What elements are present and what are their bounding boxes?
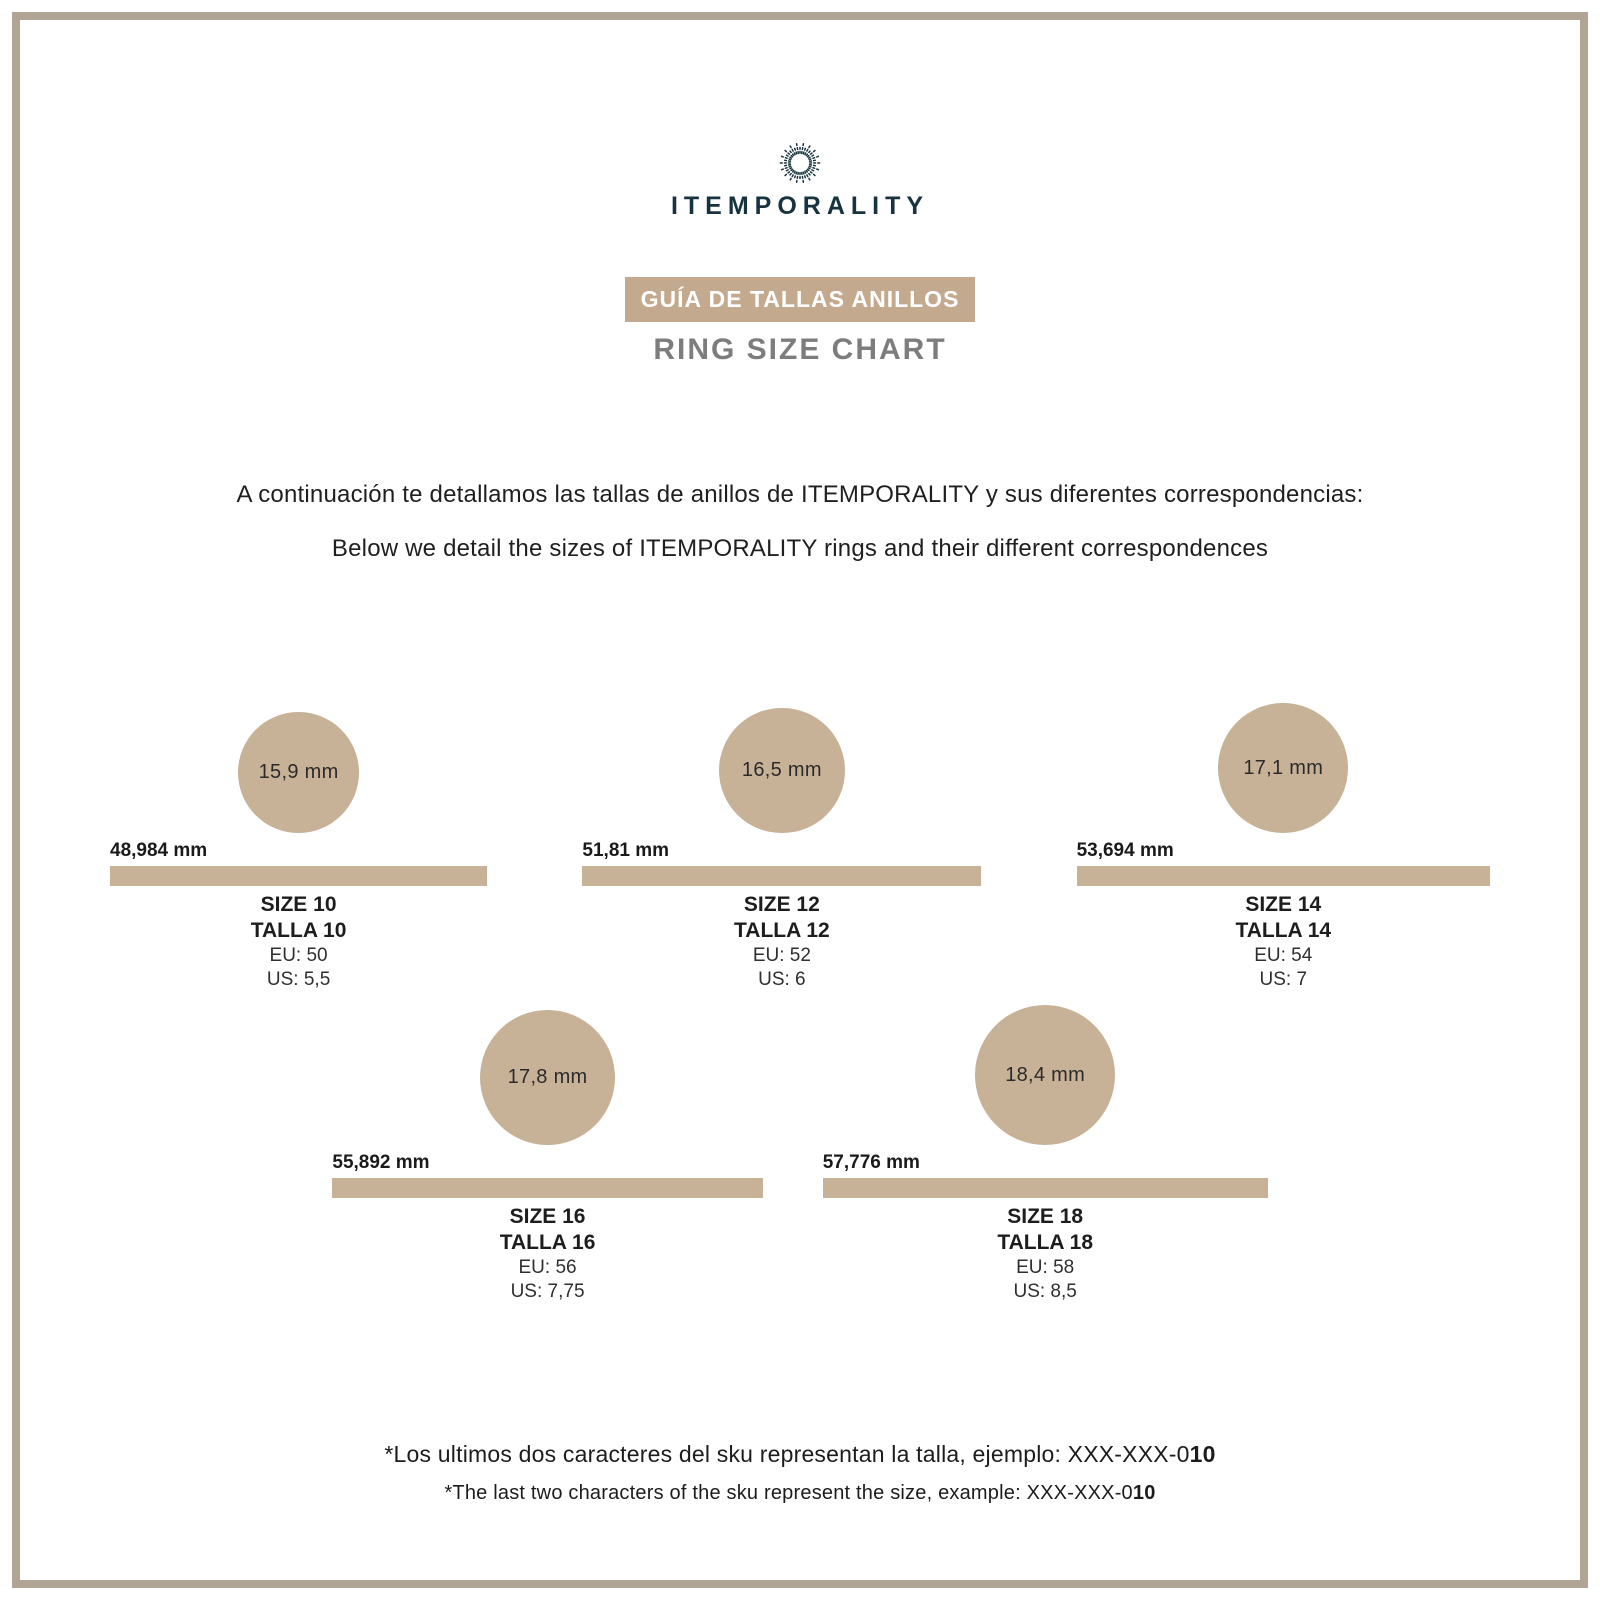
ring-diameter-circle [480, 1010, 615, 1145]
size-label: SIZE 16 [509, 1205, 586, 1228]
ring-circumference-bar [582, 866, 981, 886]
talla-label: TALLA 10 [250, 919, 347, 943]
ring-entry-size-16 [332, 1005, 762, 1302]
ring-diameter-circle [238, 712, 359, 833]
size-label: SIZE 10 [260, 893, 337, 916]
us-size: US: 5,5 [266, 969, 331, 991]
eu-size: EU: 58 [1016, 1257, 1075, 1279]
footnotes [0, 1441, 1600, 1505]
footnote-en-bold: 10 [1132, 1482, 1156, 1504]
circle-zone [823, 1005, 1268, 1145]
us-size: US: 7,75 [510, 1281, 585, 1303]
intro-text-es: A continuación te detallamos las tallas de anillos de ITEMPORALITY y sus diferentes correspondencias: [236, 481, 1364, 508]
ring-entry-size-18 [823, 1005, 1268, 1302]
diameter-value: 17,1 mm [1243, 756, 1324, 779]
circle-zone [1077, 703, 1490, 833]
talla-label: TALLA 14 [1235, 919, 1332, 943]
ring-diameter-circle [719, 708, 844, 833]
circumference-value: 57,776 mm [822, 1152, 920, 1173]
eu-size: EU: 52 [752, 945, 811, 967]
circle-zone [110, 703, 487, 833]
brand-name: ITEMPORALITY [670, 192, 930, 220]
size-label: SIZE 18 [1007, 1205, 1084, 1228]
ring-circumference-bar [110, 866, 487, 886]
diameter-value: 17,8 mm [507, 1065, 588, 1088]
diameter-value: 16,5 mm [741, 758, 822, 781]
ring-row-1 [110, 703, 1490, 990]
circle-zone [332, 1005, 762, 1145]
badge-guia-tallas: GUÍA DE TALLAS ANILLOS [625, 277, 976, 322]
eu-size: EU: 56 [518, 1257, 577, 1279]
diameter-value: 18,4 mm [1005, 1063, 1086, 1086]
talla-label: TALLA 16 [499, 1231, 596, 1255]
circumference-value: 51,81 mm [582, 840, 670, 861]
brand-starburst-icon [777, 140, 823, 186]
page-title: RING SIZE CHART [653, 333, 947, 366]
circumference-value: 53,694 mm [1076, 840, 1174, 861]
intro-text [0, 481, 1600, 563]
circumference-value: 55,892 mm [332, 1152, 430, 1173]
footnote-en [0, 1482, 1600, 1505]
us-size: US: 7 [1259, 969, 1308, 991]
header [0, 140, 1600, 367]
ring-circumference-bar [1077, 866, 1490, 886]
us-size: US: 8,5 [1013, 1281, 1077, 1303]
talla-label: TALLA 12 [734, 919, 830, 943]
footnote-es-bold: 10 [1189, 1441, 1216, 1467]
ring-entry-size-12 [582, 703, 981, 990]
footnote-en-text: *The last two characters of the sku represent the size, example: XXX-XXX-0 [444, 1482, 1133, 1504]
ring-entry-size-10 [110, 703, 487, 990]
circumference-value: 48,984 mm [110, 840, 208, 861]
eu-size: EU: 50 [269, 945, 328, 967]
eu-size: EU: 54 [1254, 945, 1313, 967]
ring-circumference-bar [332, 1178, 762, 1198]
ring-entry-size-14 [1077, 703, 1490, 990]
footnote-es [0, 1441, 1600, 1468]
circle-zone [582, 703, 981, 833]
size-label: SIZE 14 [1245, 893, 1322, 916]
ring-row-2 [0, 1005, 1600, 1302]
footnote-es-text: *Los ultimos dos caracteres del sku representan la talla, ejemplo: XXX-XXX-0 [384, 1441, 1190, 1467]
talla-label: TALLA 18 [997, 1231, 1093, 1255]
size-label: SIZE 12 [743, 893, 820, 916]
ring-circumference-bar [823, 1178, 1268, 1198]
intro-text-en: Below we detail the sizes of ITEMPORALITY rings and their different correspondences [331, 535, 1269, 562]
us-size: US: 6 [758, 969, 806, 991]
ring-diameter-circle [975, 1005, 1115, 1145]
ring-diameter-circle [1218, 703, 1348, 833]
diameter-value: 15,9 mm [258, 761, 339, 784]
